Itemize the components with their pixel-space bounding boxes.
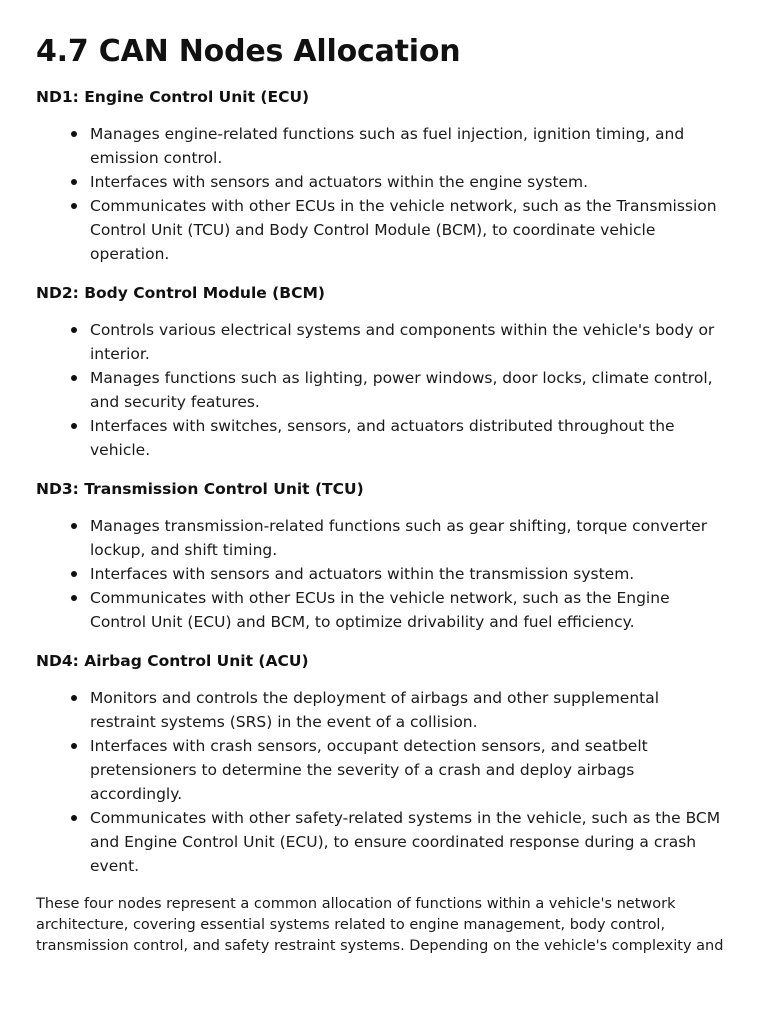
section-nd4: [36, 650, 732, 878]
section-nd3: [36, 478, 732, 634]
list-item: Monitors and controls the deployment of airbags and other supplemental restraint systems (SRS) in the event of a collision.: [36, 686, 732, 734]
list-item: Communicates with other safety-related systems in the vehicle, such as the BCM and Engine Control Unit (ECU), to ensure coordinated response during a crash event.: [36, 806, 732, 878]
section-heading: ND2: Body Control Module (BCM): [36, 284, 325, 302]
closing-paragraph: These four nodes represent a common allocation of functions within a vehicle's network architecture, covering essential systems related to engine management, body control, transmission control, and safety restraint systems. Depending on the vehicle's complexity and: [36, 896, 724, 954]
list-item: Communicates with other ECUs in the vehicle network, such as the Engine Control Unit (ECU) and BCM, to optimize drivability and fuel efficiency.: [36, 586, 732, 634]
list-item: Manages engine-related functions such as fuel injection, ignition timing, and emission control.: [36, 122, 732, 170]
list-item: Manages transmission-related functions such as gear shifting, torque converter lockup, and shift timing.: [36, 514, 732, 562]
list-item: Interfaces with switches, sensors, and actuators distributed throughout the vehicle.: [36, 414, 732, 462]
list-item: Interfaces with sensors and actuators within the transmission system.: [36, 562, 732, 586]
bullet-list: [36, 318, 732, 462]
section-heading: ND3: Transmission Control Unit (TCU): [36, 480, 364, 498]
list-item: Manages functions such as lighting, power windows, door locks, climate control, and security features.: [36, 366, 732, 414]
list-item: Controls various electrical systems and components within the vehicle's body or interior.: [36, 318, 732, 366]
bullet-list: [36, 686, 732, 878]
section-heading: ND4: Airbag Control Unit (ACU): [36, 652, 309, 670]
page-title: 4.7 CAN Nodes Allocation: [36, 34, 461, 69]
bullet-list: [36, 514, 732, 634]
bullet-list: [36, 122, 732, 266]
section-heading: ND1: Engine Control Unit (ECU): [36, 88, 310, 106]
list-item: Interfaces with crash sensors, occupant detection sensors, and seatbelt pretensioners to determine the severity of a crash and deploy airbags accordingly.: [36, 734, 732, 806]
list-item: Communicates with other ECUs in the vehicle network, such as the Transmission Control Unit (TCU) and Body Control Module (BCM), to coordinate vehicle operation.: [36, 194, 732, 266]
list-item: Interfaces with sensors and actuators within the engine system.: [36, 170, 732, 194]
section-nd1: [36, 86, 732, 266]
section-nd2: [36, 282, 732, 462]
